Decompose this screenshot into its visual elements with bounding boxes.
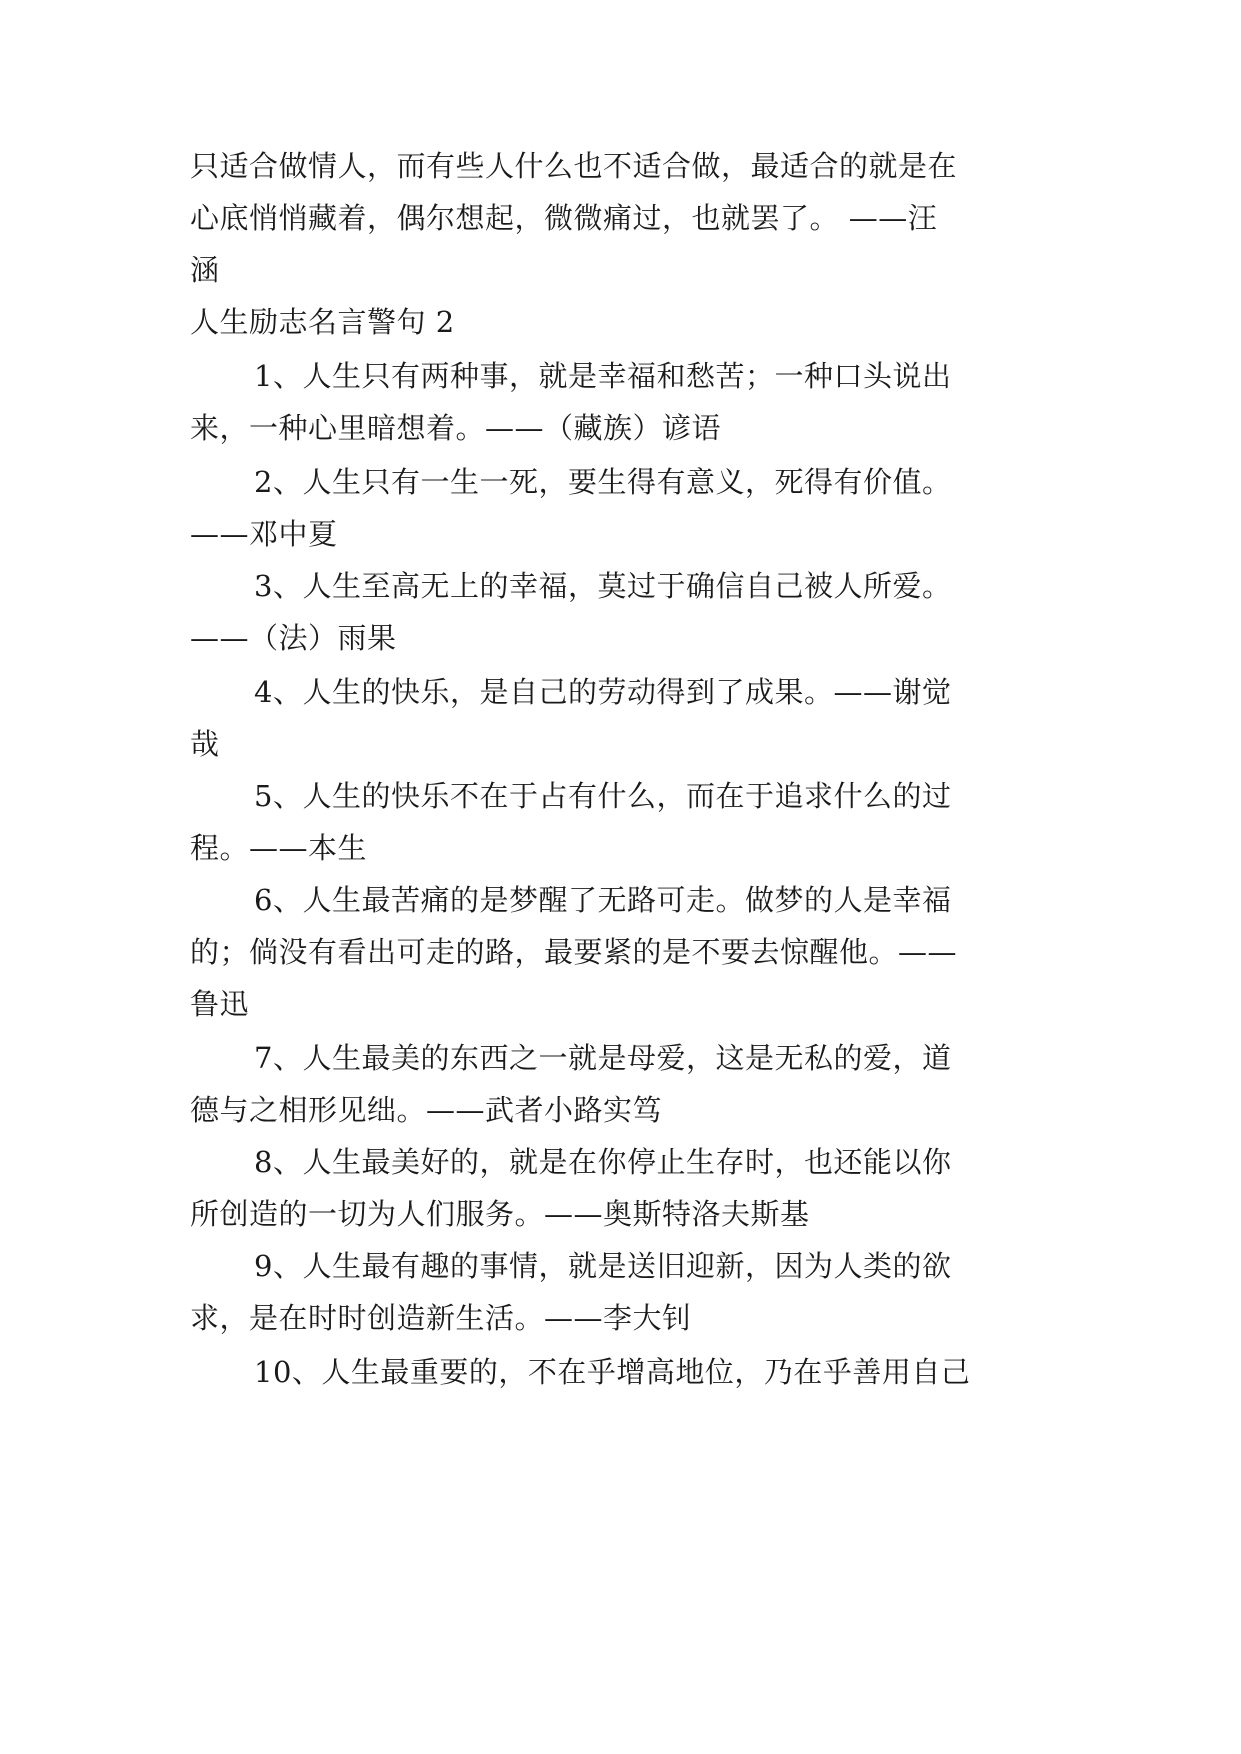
quote-line: 鲁迅 (190, 987, 250, 1021)
quote-line: 5、人生的快乐不在于占有什么，而在于追求什么的过 (254, 779, 952, 813)
quote-line: 8、人生最美好的，就是在你停止生存时，也还能以你 (254, 1145, 952, 1179)
quote-line: 6、人生最苦痛的是梦醒了无路可走。做梦的人是幸福 (254, 883, 952, 917)
quote-line: 1、人生只有两种事，就是幸福和愁苦；一种口头说出 (254, 359, 952, 393)
quote-line: 来，一种心里暗想着。——（藏族）谚语 (190, 411, 722, 445)
quote-line: 3、人生至高无上的幸福，莫过于确信自己被人所爱。 (254, 569, 952, 603)
quote-line: ——邓中夏 (190, 517, 338, 551)
quote-line: 9、人生最有趣的事情，就是送旧迎新，因为人类的欲 (254, 1249, 952, 1283)
quote-line: 哉 (190, 727, 220, 761)
quote-line: 程。——本生 (190, 831, 368, 865)
section-heading: 人生励志名言警句 2 (190, 305, 455, 339)
intro-line: 只适合做情人，而有些人什么也不适合做，最适合的就是在 (190, 149, 958, 183)
quote-line: 2、人生只有一生一死，要生得有意义，死得有价值。 (254, 465, 952, 499)
quote-line: 的；倘没有看出可走的路，最要紧的是不要去惊醒他。—— (190, 935, 958, 969)
intro-line: 心底悄悄藏着，偶尔想起，微微痛过，也就罢了。 ——汪 (190, 201, 938, 235)
quote-line: 德与之相形见绌。——武者小路实笃 (190, 1093, 663, 1127)
quote-line: 所创造的一切为人们服务。——奥斯特洛夫斯基 (190, 1197, 810, 1231)
quote-line: ——（法）雨果 (190, 621, 397, 655)
intro-line: 涵 (190, 253, 220, 287)
quote-line: 7、人生最美的东西之一就是母爱，这是无私的爱，道 (254, 1041, 952, 1075)
quote-line: 10、人生最重要的，不在乎增高地位，乃在乎善用自己 (254, 1355, 971, 1389)
quote-line: 求，是在时时创造新生活。——李大钊 (190, 1301, 692, 1335)
quote-line: 4、人生的快乐，是自己的劳动得到了成果。——谢觉 (254, 675, 952, 709)
